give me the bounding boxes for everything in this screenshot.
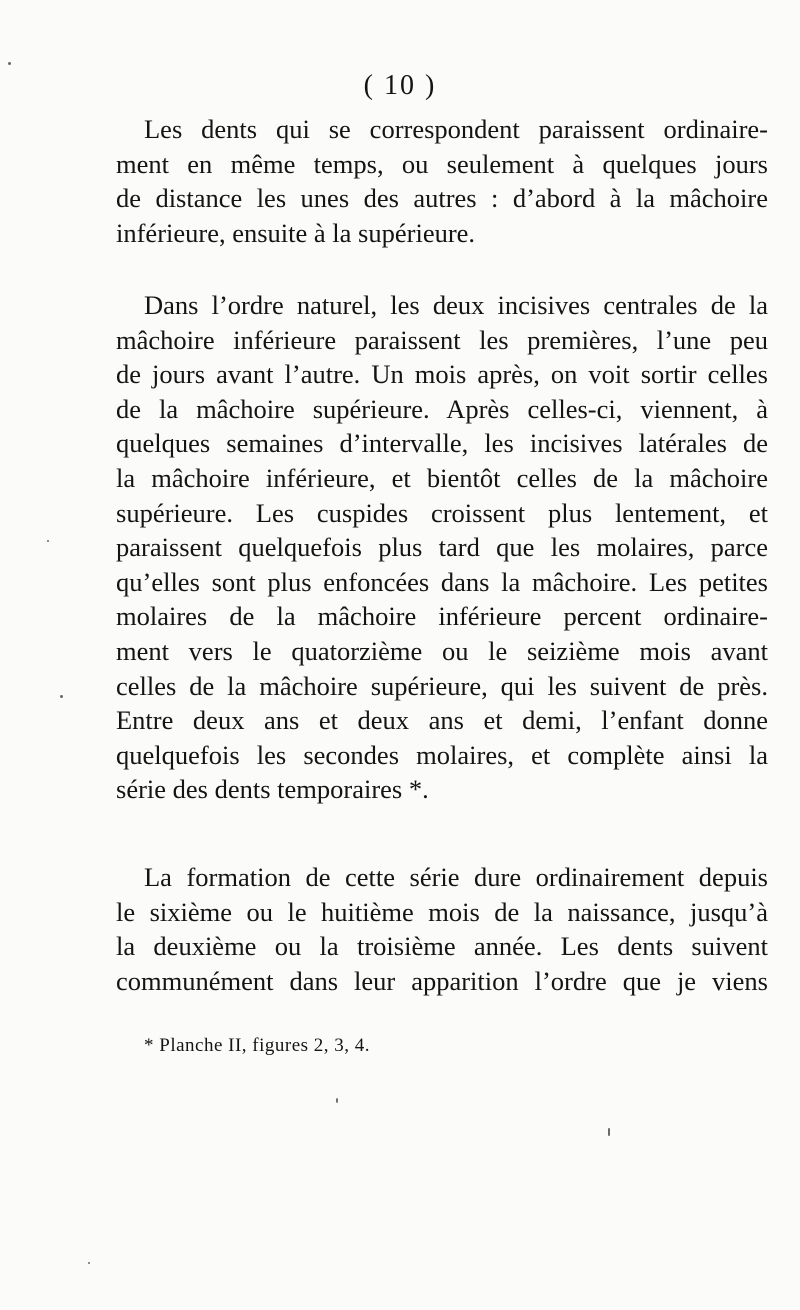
text-line: qu’elles sont plus enfoncées dans la mâchoire. Les petites [116,566,768,597]
paper-speck [60,695,63,698]
text-line: ment vers le quatorzième ou le seizième mois avant [116,635,768,666]
paper-speck [608,1128,610,1136]
text-line: la deuxième ou la troisième année. Les dents suivent [116,931,768,962]
text-line: ment en même temps, ou seulement à quelques jours [116,148,768,179]
text-line: celles de la mâchoire supérieure, qui les suivent de près. [116,670,768,701]
text-line: de distance les unes des autres : d’abord à la mâchoire [116,183,768,214]
text-line: supérieure. Les cuspides croissent plus lentement, et [116,497,768,528]
paragraph-1 [116,112,768,250]
text-line: inférieure, ensuite à la supérieure. [116,217,476,248]
paper-speck [47,540,49,542]
footnote: * Planche II, figures 2, 3, 4. [144,1035,371,1056]
text-line: Entre deux ans et deux ans et demi, l’enfant donne [116,705,768,736]
text-line: Dans l’ordre naturel, les deux incisives centrales de la [144,290,768,320]
paper-speck [88,1262,90,1264]
page-number: ( 10 ) [363,70,437,101]
text-line: de la mâchoire supérieure. Après celles-ci, viennent, à [116,393,768,424]
text-line: quelques semaines d’intervalle, les incisives latérales de [116,428,768,459]
text-line: molaires de la mâchoire inférieure percent ordinaire- [116,601,768,632]
text-line: de jours avant l’autre. Un mois après, on voit sortir celles [116,359,768,390]
text-line: communément dans leur apparition l’ordre que je viens [116,965,768,996]
paper-speck [336,1098,338,1103]
text-line: La formation de cette série dure ordinairement depuis [144,862,768,892]
text-line: la mâchoire inférieure, et bientôt celles de la mâchoire [116,462,768,493]
text-line: paraissent quelquefois plus tard que les molaires, parce [116,532,768,563]
paper-speck [8,62,11,65]
text-line: série des dents temporaires *. [116,774,429,805]
text-line: quelquefois les secondes molaires, et complète ainsi la [116,739,768,770]
text-line: mâchoire inférieure paraissent les premières, l’une peu [116,324,768,355]
paragraph-3 [116,860,768,998]
text-line: Les dents qui se correspondent paraissent ordinaire- [144,114,768,144]
paragraph-2 [116,288,768,807]
text-line: le sixième ou le huitième mois de la naissance, jusqu’à [116,896,768,927]
